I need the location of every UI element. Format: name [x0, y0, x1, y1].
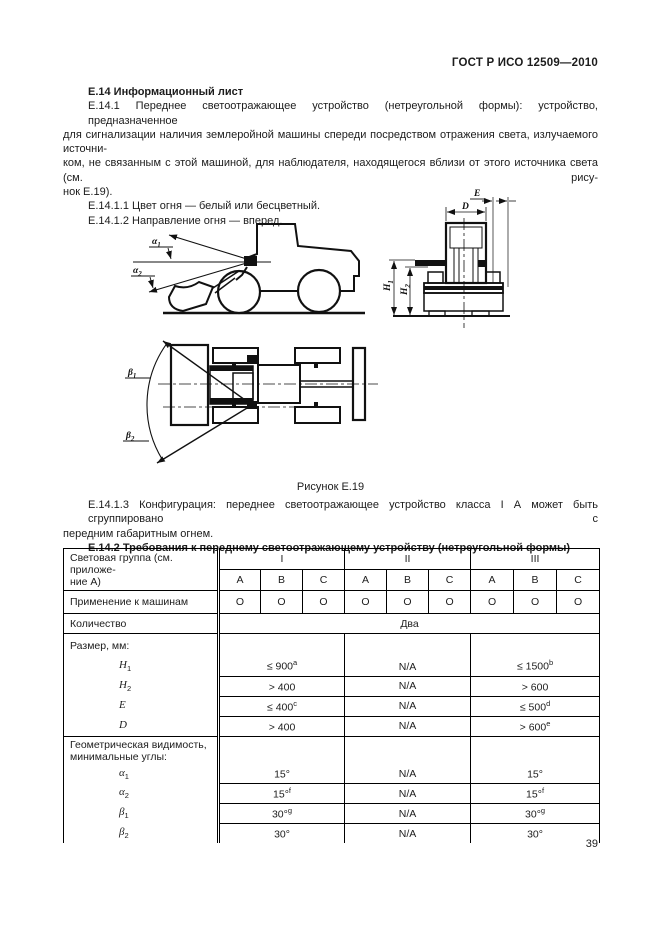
paragraph-e1411-line: для сигнализации наличия землеройной машины спереди посредством отражения света, излучаемого источни-	[63, 128, 598, 156]
row-label-visibility: Геометрическая видимость, минимальные углы:	[64, 736, 219, 765]
standard-header: ГОСТ Р ИСО 12509—2010	[451, 57, 598, 69]
cell-value: 30°$^g$	[471, 804, 600, 824]
cell-value: 30°	[471, 824, 600, 844]
cell-value: N/A	[345, 804, 471, 824]
group-header: II	[345, 549, 471, 570]
class-header: B	[387, 570, 429, 591]
side-view-machine	[131, 224, 365, 313]
param-beta2: $\beta_2$	[64, 824, 219, 844]
h2-label: $H_2$	[400, 284, 412, 295]
beta1-label: $\beta_1$	[128, 368, 137, 380]
page-number: 39	[585, 838, 598, 850]
cell-value: О	[303, 591, 345, 614]
class-header: A	[471, 570, 514, 591]
cell-value: О	[345, 591, 387, 614]
class-header: C	[429, 570, 471, 591]
cell-value: ≤ $400^c$	[219, 696, 345, 716]
cell-value: N/A	[345, 716, 471, 736]
paragraph-e14112: Е.14.1.2 Направление огня — вперед.	[88, 214, 283, 227]
class-header: C	[303, 570, 345, 591]
class-header: A	[345, 570, 387, 591]
upper-reflector	[247, 355, 257, 363]
figure-caption: Рисунок Е.19	[296, 481, 365, 493]
base-frame	[424, 293, 503, 311]
cell-value: N/A	[345, 824, 471, 844]
cell-value: 15°$^f$	[471, 784, 600, 804]
paragraph-e1411-line: нок Е.19).	[63, 186, 113, 199]
cell-value: > 400	[219, 716, 345, 736]
visibility-arc	[147, 344, 167, 460]
row-label-application: Применение к машинам	[64, 591, 219, 614]
alpha2-label: $\alpha_2$	[133, 266, 142, 278]
section-title-e14: Е.14 Информационный лист	[88, 86, 244, 98]
front-reflector	[244, 256, 257, 266]
cell-value: 30°	[219, 824, 345, 844]
top-view-machine	[123, 341, 378, 463]
section-title-e142: Е.14.2 Требования к переднему светоотражающему устройству (нетреугольной формы)	[88, 541, 571, 554]
cell-value: О	[514, 591, 557, 614]
cell-value: N/A	[345, 736, 471, 784]
figure-e19-drawing	[63, 185, 598, 481]
param-h2: $H_2$	[64, 676, 219, 696]
alpha1-ray	[169, 235, 250, 260]
cell-value: ≤ $500^d$	[471, 696, 600, 716]
rear-right-wheel	[295, 407, 340, 423]
bucket-top-view	[171, 345, 208, 425]
param-h1: $H_1$	[64, 657, 219, 676]
rear-left-wheel	[295, 348, 340, 363]
paragraph-e1411-line: Е.14.1 Переднее светоотражающее устройство (нетреугольной формы): устройство, предназначенное	[88, 100, 598, 127]
cell-value: О	[219, 591, 261, 614]
row-label-size: Размер, мм:	[64, 634, 219, 658]
cell-value: N/A	[345, 634, 471, 677]
cell-value: 15°$^f$	[219, 784, 345, 804]
alpha1-label: $\alpha_1$	[152, 237, 161, 249]
class-header: B	[514, 570, 557, 591]
rear-wheel	[298, 270, 340, 312]
param-d: D	[64, 716, 219, 736]
cab	[446, 223, 486, 283]
cell-value: 15°	[219, 736, 345, 784]
cell-value: > 600	[471, 676, 600, 696]
beta2-label: $\beta_2$	[126, 431, 135, 443]
cell-value: > $600^e$	[471, 716, 600, 736]
group-header: I	[219, 549, 345, 570]
paragraph-e14111: Е.14.1.1 Цвет огня — белый или бесцветный.	[88, 200, 321, 213]
header-light-group: Световая группа (см. приложе- ние А)	[64, 549, 219, 591]
section-e1413	[63, 498, 598, 555]
cell-value: О	[471, 591, 514, 614]
left-lamp-bracket	[415, 260, 446, 266]
cell-value: О	[557, 591, 600, 614]
h1-label: $H_1$	[383, 280, 395, 291]
cell-value: > 400	[219, 676, 345, 696]
param-e: E	[64, 696, 219, 716]
param-alpha1: $\alpha_1$	[64, 765, 219, 784]
paragraph-e1411-line: ком, не связанным с этой машиной, для наблюдателя, находящегося вблизи от этого источника света (см. рису-	[63, 157, 598, 184]
bucket	[169, 282, 213, 311]
right-lamp	[478, 260, 486, 267]
cell-value: 30°$^g$	[219, 804, 345, 824]
param-alpha2: $\alpha_2$	[64, 784, 219, 804]
class-header: A	[219, 570, 261, 591]
row-label-quantity: Количество	[64, 614, 219, 634]
cell-value: N/A	[345, 784, 471, 804]
class-header: B	[261, 570, 303, 591]
cell-value: ≤ $900^a$	[219, 634, 345, 677]
paragraph-e1413-line: передним габаритным огнем.	[63, 527, 214, 540]
cell-quantity-value: Два	[219, 614, 600, 634]
requirements-table	[63, 548, 600, 843]
param-beta1: $\beta_1$	[64, 804, 219, 824]
d-label: D	[462, 202, 469, 212]
front-view-machine	[383, 189, 516, 328]
class-header: C	[557, 570, 600, 591]
cell-value: 15°	[471, 736, 600, 784]
cell-value: О	[387, 591, 429, 614]
cell-value: О	[429, 591, 471, 614]
e-label: E	[474, 189, 481, 199]
cell-value: N/A	[345, 676, 471, 696]
paragraph-e1413-line: Е.14.1.3 Конфигурация: переднее светоотражающее устройство класса I А может быть сгруппировано с	[88, 499, 598, 526]
cell-value: ≤ $1500^b$	[471, 634, 600, 677]
cell-value: N/A	[345, 696, 471, 716]
group-header: III	[471, 549, 600, 570]
cell-value: О	[261, 591, 303, 614]
